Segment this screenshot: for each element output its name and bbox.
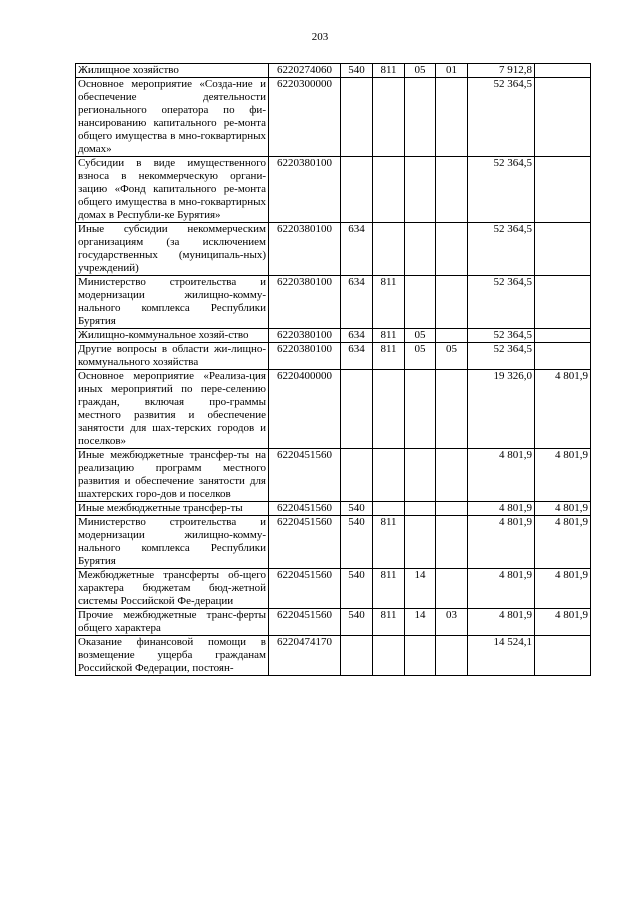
cell-csr: 6220400000 bbox=[269, 370, 341, 449]
cell-sum2: 4 801,9 bbox=[535, 449, 591, 502]
cell-grbs bbox=[373, 157, 405, 223]
cell-name: Министерство строительства и модернизации жилищно-комму-нального комплекса Республики Бурятия bbox=[76, 516, 269, 569]
table-row bbox=[76, 449, 591, 502]
table-row bbox=[76, 64, 591, 78]
cell-rz: 05 bbox=[405, 64, 436, 78]
cell-vr: 634 bbox=[341, 329, 373, 343]
cell-name: Прочие межбюджетные транс-ферты общего характера bbox=[76, 609, 269, 636]
cell-csr: 6220451560 bbox=[269, 516, 341, 569]
table-row bbox=[76, 516, 591, 569]
cell-vr: 540 bbox=[341, 609, 373, 636]
cell-sum1: 4 801,9 bbox=[468, 502, 535, 516]
cell-sum2: 4 801,9 bbox=[535, 609, 591, 636]
cell-vr bbox=[341, 449, 373, 502]
cell-rz bbox=[405, 157, 436, 223]
cell-csr: 6220451560 bbox=[269, 609, 341, 636]
cell-sum2 bbox=[535, 78, 591, 157]
cell-csr: 6220380100 bbox=[269, 223, 341, 276]
cell-grbs bbox=[373, 78, 405, 157]
table-row bbox=[76, 78, 591, 157]
cell-csr: 6220474170 bbox=[269, 636, 341, 676]
cell-rz bbox=[405, 636, 436, 676]
cell-vr bbox=[341, 370, 373, 449]
cell-vr: 634 bbox=[341, 223, 373, 276]
cell-sum2 bbox=[535, 223, 591, 276]
cell-pr bbox=[436, 516, 468, 569]
cell-vr: 634 bbox=[341, 276, 373, 329]
cell-vr bbox=[341, 636, 373, 676]
cell-rz bbox=[405, 502, 436, 516]
cell-sum1: 4 801,9 bbox=[468, 569, 535, 609]
cell-pr bbox=[436, 449, 468, 502]
cell-pr bbox=[436, 636, 468, 676]
cell-name: Иные межбюджетные трансфер-ты на реализацию программ местного развития и обеспечение занятости для шахтерских горо-дов и поселков bbox=[76, 449, 269, 502]
table-row bbox=[76, 343, 591, 370]
cell-sum1: 7 912,8 bbox=[468, 64, 535, 78]
cell-grbs: 811 bbox=[373, 569, 405, 609]
table-row bbox=[76, 329, 591, 343]
cell-pr bbox=[436, 502, 468, 516]
cell-vr bbox=[341, 157, 373, 223]
table-row bbox=[76, 636, 591, 676]
cell-rz bbox=[405, 78, 436, 157]
cell-name: Оказание финансовой помощи в возмещение ущерба гражданам Российской Федерации, постоян- bbox=[76, 636, 269, 676]
cell-csr: 6220451560 bbox=[269, 449, 341, 502]
cell-rz bbox=[405, 516, 436, 569]
cell-sum2 bbox=[535, 343, 591, 370]
table-row bbox=[76, 609, 591, 636]
cell-sum1: 4 801,9 bbox=[468, 516, 535, 569]
table-row bbox=[76, 276, 591, 329]
cell-csr: 6220300000 bbox=[269, 78, 341, 157]
cell-sum2 bbox=[535, 636, 591, 676]
cell-name: Иные субсидии некоммерческим организациям (за исключением государственных (муниципаль-ных) учреждений) bbox=[76, 223, 269, 276]
cell-grbs bbox=[373, 449, 405, 502]
cell-rz: 14 bbox=[405, 609, 436, 636]
cell-csr: 6220380100 bbox=[269, 343, 341, 370]
table-row bbox=[76, 157, 591, 223]
cell-rz: 14 bbox=[405, 569, 436, 609]
cell-name: Основное мероприятие «Созда-ние и обеспечение деятельности регионального оператора по фи-нансированию капитального ре-монта общего имущества в мно-гоквартирных домах» bbox=[76, 78, 269, 157]
cell-name: Министерство строительства и модернизации жилищно-комму-нального комплекса Республики Бурятия bbox=[76, 276, 269, 329]
cell-sum1: 4 801,9 bbox=[468, 449, 535, 502]
cell-sum1: 52 364,5 bbox=[468, 343, 535, 370]
cell-grbs bbox=[373, 370, 405, 449]
cell-name: Субсидии в виде имущественного взноса в некоммерческую органи-зацию «Фонд капитального ре-монта общего имущества в мно-гоквартирных домах в Республи-ке Бурятия» bbox=[76, 157, 269, 223]
cell-pr bbox=[436, 370, 468, 449]
page-number: 203 bbox=[311, 31, 329, 43]
cell-name: Основное мероприятие «Реализа-ция иных мероприятий по пере-селению граждан, включая про-граммы местного развития и обеспечение занятости для шах-терских городов и поселков» bbox=[76, 370, 269, 449]
cell-name: Иные межбюджетные трансфер-ты bbox=[76, 502, 269, 516]
cell-pr bbox=[436, 276, 468, 329]
cell-grbs: 811 bbox=[373, 516, 405, 569]
cell-sum1: 14 524,1 bbox=[468, 636, 535, 676]
cell-pr bbox=[436, 223, 468, 276]
cell-csr: 6220380100 bbox=[269, 329, 341, 343]
cell-pr bbox=[436, 78, 468, 157]
cell-name: Межбюджетные трансферты об-щего характера бюджетам бюд-жетной системы Российской Фе-дерации bbox=[76, 569, 269, 609]
cell-grbs bbox=[373, 502, 405, 516]
table-row bbox=[76, 370, 591, 449]
cell-sum2 bbox=[535, 64, 591, 78]
cell-pr bbox=[436, 329, 468, 343]
cell-sum2 bbox=[535, 276, 591, 329]
cell-sum1: 52 364,5 bbox=[468, 276, 535, 329]
cell-pr: 05 bbox=[436, 343, 468, 370]
cell-name: Жилищное хозяйство bbox=[76, 64, 269, 78]
cell-rz bbox=[405, 370, 436, 449]
cell-grbs: 811 bbox=[373, 609, 405, 636]
cell-grbs bbox=[373, 223, 405, 276]
cell-rz: 05 bbox=[405, 343, 436, 370]
cell-sum2 bbox=[535, 157, 591, 223]
cell-vr: 540 bbox=[341, 569, 373, 609]
cell-sum2: 4 801,9 bbox=[535, 370, 591, 449]
cell-pr: 03 bbox=[436, 609, 468, 636]
cell-csr: 6220274060 bbox=[269, 64, 341, 78]
cell-sum1: 4 801,9 bbox=[468, 609, 535, 636]
cell-pr bbox=[436, 569, 468, 609]
table-row bbox=[76, 502, 591, 516]
cell-grbs: 811 bbox=[373, 64, 405, 78]
cell-csr: 6220451560 bbox=[269, 502, 341, 516]
cell-rz bbox=[405, 223, 436, 276]
cell-rz bbox=[405, 276, 436, 329]
cell-sum2 bbox=[535, 329, 591, 343]
cell-sum1: 19 326,0 bbox=[468, 370, 535, 449]
cell-grbs: 811 bbox=[373, 329, 405, 343]
cell-name: Жилищно-коммунальное хозяй-ство bbox=[76, 329, 269, 343]
table-row bbox=[76, 569, 591, 609]
cell-sum1: 52 364,5 bbox=[468, 329, 535, 343]
cell-csr: 6220380100 bbox=[269, 157, 341, 223]
cell-pr: 01 bbox=[436, 64, 468, 78]
table-row bbox=[76, 223, 591, 276]
cell-sum1: 52 364,5 bbox=[468, 157, 535, 223]
cell-vr bbox=[341, 78, 373, 157]
cell-csr: 6220380100 bbox=[269, 276, 341, 329]
cell-rz: 05 bbox=[405, 329, 436, 343]
cell-vr: 540 bbox=[341, 516, 373, 569]
cell-name: Другие вопросы в области жи-лищно-коммунального хозяйства bbox=[76, 343, 269, 370]
budget-table bbox=[75, 63, 591, 676]
cell-grbs: 811 bbox=[373, 343, 405, 370]
cell-rz bbox=[405, 449, 436, 502]
cell-sum2: 4 801,9 bbox=[535, 502, 591, 516]
cell-sum2: 4 801,9 bbox=[535, 516, 591, 569]
cell-sum1: 52 364,5 bbox=[468, 78, 535, 157]
cell-grbs: 811 bbox=[373, 276, 405, 329]
cell-csr: 6220451560 bbox=[269, 569, 341, 609]
cell-sum1: 52 364,5 bbox=[468, 223, 535, 276]
cell-grbs bbox=[373, 636, 405, 676]
cell-sum2: 4 801,9 bbox=[535, 569, 591, 609]
cell-vr: 634 bbox=[341, 343, 373, 370]
cell-pr bbox=[436, 157, 468, 223]
cell-vr: 540 bbox=[341, 64, 373, 78]
cell-vr: 540 bbox=[341, 502, 373, 516]
